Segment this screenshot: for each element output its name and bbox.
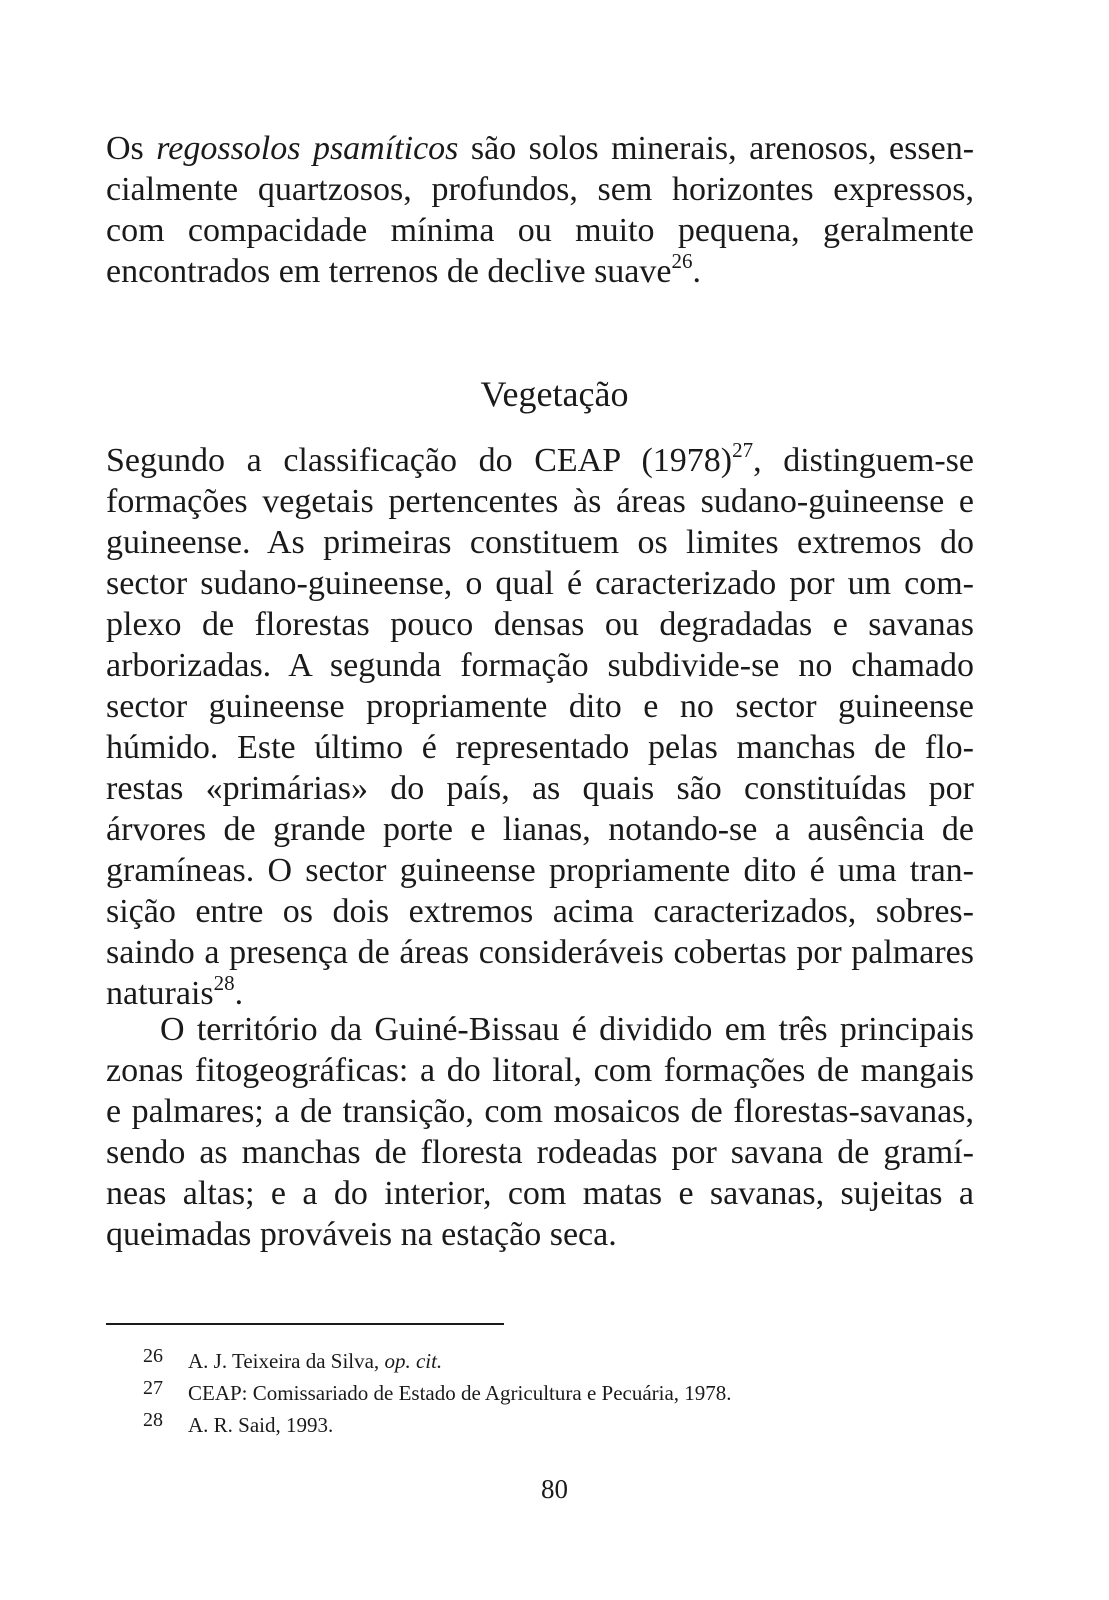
paragraph-line: O território da Guiné-Bissau é dividido em três principais xyxy=(160,1011,974,1048)
paragraph-line xyxy=(106,128,974,169)
footnote-number: 26 xyxy=(143,1345,163,1367)
paragraph-line: guineense. As primeiras constituem os limites extremos do xyxy=(106,524,974,561)
page-number: 80 xyxy=(541,1474,568,1504)
footnote-ref: 27 xyxy=(732,438,754,462)
paragraph-line: formações vegetais pertencentes às áreas sudano-guineense e xyxy=(106,483,974,520)
footnote xyxy=(143,1372,732,1404)
footnote-italic: op. cit. xyxy=(384,1349,443,1373)
paragraph-line: com compacidade mínima ou muito pequena, geralmente xyxy=(106,212,974,249)
paragraph-line: zonas fitogeográficas: a do litoral, com formações de mangais xyxy=(106,1052,974,1089)
paragraph-regossolos xyxy=(106,128,974,292)
paragraph-line-text: , distinguem-se xyxy=(753,442,974,479)
paragraph-line-text: naturais xyxy=(106,975,214,1012)
paragraph-lead: Os xyxy=(106,130,144,167)
paragraph-line: cialmente quartzosos, profundos, sem horizontes expressos, xyxy=(106,171,974,208)
paragraph-territory xyxy=(106,1009,974,1255)
paragraph-line: e palmares; a de transição, com mosaicos de florestas-savanas, xyxy=(106,1093,974,1130)
section-heading: Vegetação xyxy=(480,374,629,414)
footnote xyxy=(143,1340,732,1372)
paragraph-classification xyxy=(106,440,974,1014)
footnote-ref: 26 xyxy=(671,249,693,273)
paragraph-line: neas altas; e a do interior, com matas e savanas, sujeitas a xyxy=(106,1175,974,1212)
footnote-text: A. J. Teixeira da Silva, xyxy=(188,1349,385,1373)
paragraph-line: sector guineense propriamente dito e no sector guineense xyxy=(106,688,974,725)
paragraph-line: gramíneas. O sector guineense propriamente dito é uma tran- xyxy=(106,852,974,889)
paragraph-line: húmido. Este último é representado pelas manchas de flo- xyxy=(106,729,974,766)
italic-term: regossolos psamíticos xyxy=(156,130,459,167)
paragraph-line: restas «primárias» do país, as quais são constituídas por xyxy=(106,770,974,807)
paragraph-line: sição entre os dois extremos acima caracterizados, sobres- xyxy=(106,893,974,930)
paragraph-line: plexo de florestas pouco densas ou degradadas e savanas xyxy=(106,606,974,643)
paragraph-line: arborizadas. A segunda formação subdivide-se no chamado xyxy=(106,647,974,684)
paragraph-line: queimadas prováveis na estação seca. xyxy=(106,1216,617,1253)
paragraph-line-text: são solos minerais, arenosos, essen- xyxy=(470,130,975,167)
paragraph-line-text: encontrados em terrenos de declive suave xyxy=(106,253,672,290)
paragraph-trailing: . xyxy=(234,975,244,1012)
paragraph-line: sendo as manchas de floresta rodeadas por savana de gramí- xyxy=(106,1134,974,1171)
footnote-ref: 28 xyxy=(213,971,235,995)
footnotes xyxy=(143,1340,732,1436)
footnote xyxy=(143,1404,732,1436)
paragraph-trailing: . xyxy=(692,253,701,290)
footnote-text: CEAP: Comissariado de Estado de Agricultura e Pecuária, 1978. xyxy=(188,1381,732,1405)
paragraph-line: sector sudano-guineense, o qual é caracterizado por um com- xyxy=(106,565,974,602)
paragraph-line-text: Segundo a classificação do CEAP (1978) xyxy=(106,442,733,479)
paragraph-line xyxy=(106,440,974,481)
footnote-text: A. R. Said, 1993. xyxy=(188,1413,334,1437)
paragraph-line: árvores de grande porte e lianas, notando-se a ausência de xyxy=(106,811,974,848)
footnote-divider xyxy=(106,1323,504,1325)
paragraph-line xyxy=(106,973,974,1014)
footnote-number: 27 xyxy=(143,1377,163,1399)
paragraph-line: saindo a presença de áreas consideráveis cobertas por palmares xyxy=(106,934,974,971)
footnote-number: 28 xyxy=(143,1409,163,1431)
paragraph-line xyxy=(106,251,974,292)
